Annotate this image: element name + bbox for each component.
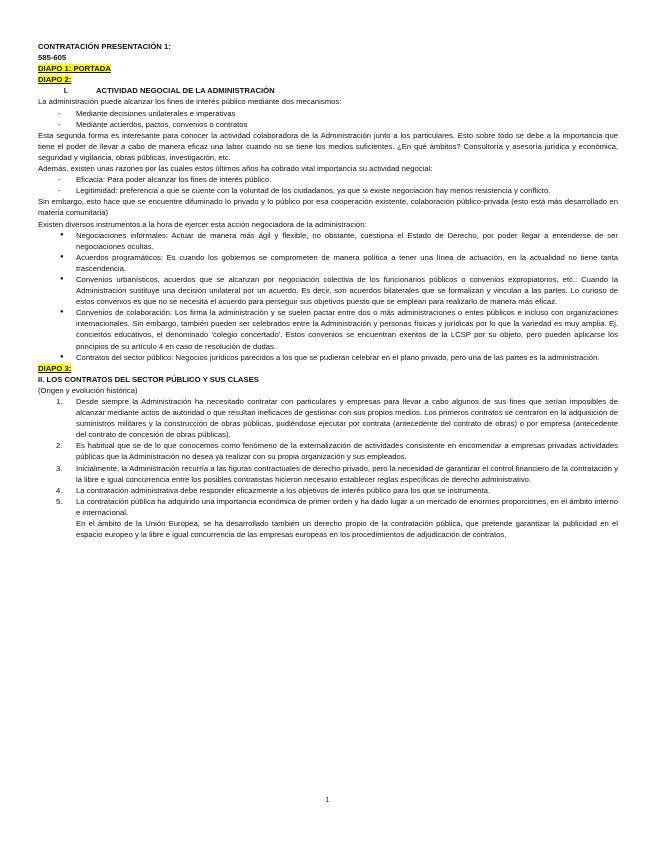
list-item (38, 174, 618, 185)
item-text: Desde siempre la Administración ha necesitado contratar con particulares y empresas para llevar a cabo algunos de sus fines que serían imposibles de alcanzar mediante actos de autoridad o que resultan ineficaces de gestionar con sus propios medios. Los primeros contratos se centraron en la adquisición de suministros militares y la construcción de obras públicas, pudiéndose ejecutar por contrata (antecedente del contrato de obras) o por empresa (antecedente del contrato de concesión de obras públicas). (76, 397, 618, 440)
item-text: Es habitual que se de lo que conocemos como fenómeno de la externalización de actividades consistente en encomendar a empresas privadas actividades públicas que la Administración no desea ya realizar con su propia organización y sus empleados. (76, 441, 618, 462)
item-number: 2. (56, 441, 63, 451)
bullet-icon: ● (60, 253, 64, 260)
bullet-item (38, 307, 618, 351)
bullet-text: Contratos del sector público: Negocios jurídicos parecidos a los que se pudieran celebrar en el plano privado, pero una de las partes es la administración. (76, 352, 600, 362)
numbered-item (38, 485, 618, 496)
section-heading-1 (38, 85, 618, 96)
bullet-item (38, 252, 618, 274)
item-continuation: En el ámbito de la Unión Europea, se ha desarrollado también un derecho propio de la contratación pública, que pretende garantizar la publicidad en el espacio europeo y la libre e igual concurrencia de las empresas europeas en los procedimientos de adjudicación de contratos. (76, 519, 618, 540)
bullet-icon: ● (60, 275, 64, 282)
section-title: ACTIVIDAD NEGOCIAL DE LA ADMINISTRACIÓN (96, 86, 275, 96)
bullet-text: Acuerdos programáticos: Es cuando los gobiernos se comprometen de manera política a tener una línea de actuación, en la actualidad no tiene tanta trascendencia. (76, 252, 618, 273)
paragraph: Esta segunda forma es interesante para conocer la actividad colaboradora de la Administración junto a los particulares. Esto sobre todo se debe a la importancia que tiene el poder de llevar a cabo de manera eficaz una labor cuando no se tiene los medios suficientes. ¿En qué ámbitos? Consultoría y asesoría jurídica y económica, seguridad y vigilancia, obras públicas, investigación, etc. (38, 130, 618, 162)
numbered-item (38, 440, 618, 462)
list-item-text: Legitimidad: preferencia a que se cuente con la voluntad de los ciudadanos, ya que si existe negociación hay menos resistencia y conflicto. (76, 186, 551, 196)
item-text: La contratación administrativa debe responder eficazmente a los objetivos de interés público para los que se instrumenta. (76, 485, 491, 495)
numbered-item (38, 496, 618, 518)
section-heading-2: II. LOS CONTRATOS DEL SECTOR PÚBLICO Y SUS CLASES (38, 374, 259, 384)
bullet-text: Convenios urbanísticos, acuerdos que se alcanzan por negociación colectiva de los funcionarios públicos o convenios expropiatorios, etc.: Cuando la Administración sustituye una decisión unilateral por un acuerdo. Es decir, son acuerdos bilaterales que se formalizan y vinculan a las partes. Lo curioso de estos convenios es que no se necesita el acuerdo para perseguir sus objetivos puesto que se emplean para realizarlo de manera más eficaz. (76, 274, 618, 307)
list-item (38, 108, 618, 119)
section-number: I. (63, 86, 68, 96)
dash-marker: - (58, 175, 61, 185)
dash-marker: - (58, 119, 61, 129)
slide3-label: DIAPO 3: (38, 363, 72, 373)
paragraph: Además, existen unas razones por las cuales estos últimos años ha cobrado vital importancia su actividad negocial: (38, 164, 433, 174)
bullet-item (38, 352, 618, 363)
dash-marker: - (58, 108, 61, 118)
item-number: 4. (56, 485, 63, 495)
list-item (38, 119, 618, 130)
numbered-item (38, 396, 618, 440)
item-text: Inicialmente, la Administración recurría a las figuras contractuales de derecho privado, pero la necesidad de garantizar el control financiero de la contratación y la libre e igual concurrencia entre los posibles contratistas hicieron necesario establecer reglas específicas de derecho administrativo. (76, 463, 618, 484)
bullet-item (38, 230, 618, 252)
item-number: 3. (56, 463, 63, 473)
intro-paragraph: La administración puede alcanzar los fines de interés público mediante dos mecanismos: (38, 97, 342, 107)
bullet-icon: ● (60, 231, 64, 238)
bullet-text: Convenios de colaboración: Los firma la administración y se suelen pactar entre dos o más administraciones o entes públicos e incluso con organizaciones internacionales. Sin embargo, también pueden ser celebrados entre la Administración y personas físicas y jurídicas por lo que la variedad es muy amplia. Ej. conciertos educativos, el denominado 'colegio concertado'. Estos convenios se encuentran exentos de la LCSP por su objeto, pero pueden aplicarse los principios de su artículo 4 en caso de resolución de dudas. (76, 308, 618, 351)
slide1-label: DIAPO 1: PORTADA (38, 64, 111, 74)
page-number: 1 (325, 797, 330, 804)
slide2-label: DIAPO 2: (38, 75, 72, 85)
document-title: CONTRATACIÓN PRESENTACIÓN 1: (38, 42, 171, 51)
list-item-text: Mediante decisiones unilaterales e imperativas (76, 108, 236, 118)
list-item-text: Mediante acuerdos, pactos, convenios o contratos (76, 119, 248, 129)
item-number: 1. (56, 397, 63, 406)
numbered-item (38, 463, 618, 485)
bullet-text: Negociaciones informales: Actuar de manera más ágil y flexible, no obstante, cuestiona el Estado de Derecho, por poder llegar a entenderse de ser negociaciones ocultas. (76, 230, 618, 251)
paragraph: Existen diversos instrumentos a la hora de ejercer esta acción negociadora de la administración: (38, 219, 367, 229)
section-subheading: (Origen y evolución histórica) (38, 385, 138, 395)
document-body (38, 41, 618, 540)
bullet-icon: ● (60, 353, 64, 360)
list-item (38, 185, 618, 196)
bullet-icon: ● (60, 309, 64, 316)
dash-marker: - (58, 186, 61, 196)
list-item-text: Eficacia: Para poder alcanzar los fines de interés público. (76, 175, 272, 185)
paragraph: Sin embargo, esto hace que se encuentre difuminado lo privado y lo público por esa cooperación existente, colaboración público-privada (esto está más desarrollado en materia comunitaria) (38, 197, 618, 218)
item-text: La contratación pública ha adquirido una importancia económica de primer orden y ha dado lugar a un mercado de enormes proporciones, en el ámbito interno e internacional. (76, 496, 618, 517)
bullet-item (38, 274, 618, 307)
page-range: 585-605 (38, 53, 67, 63)
item-number: 5. (56, 496, 63, 506)
